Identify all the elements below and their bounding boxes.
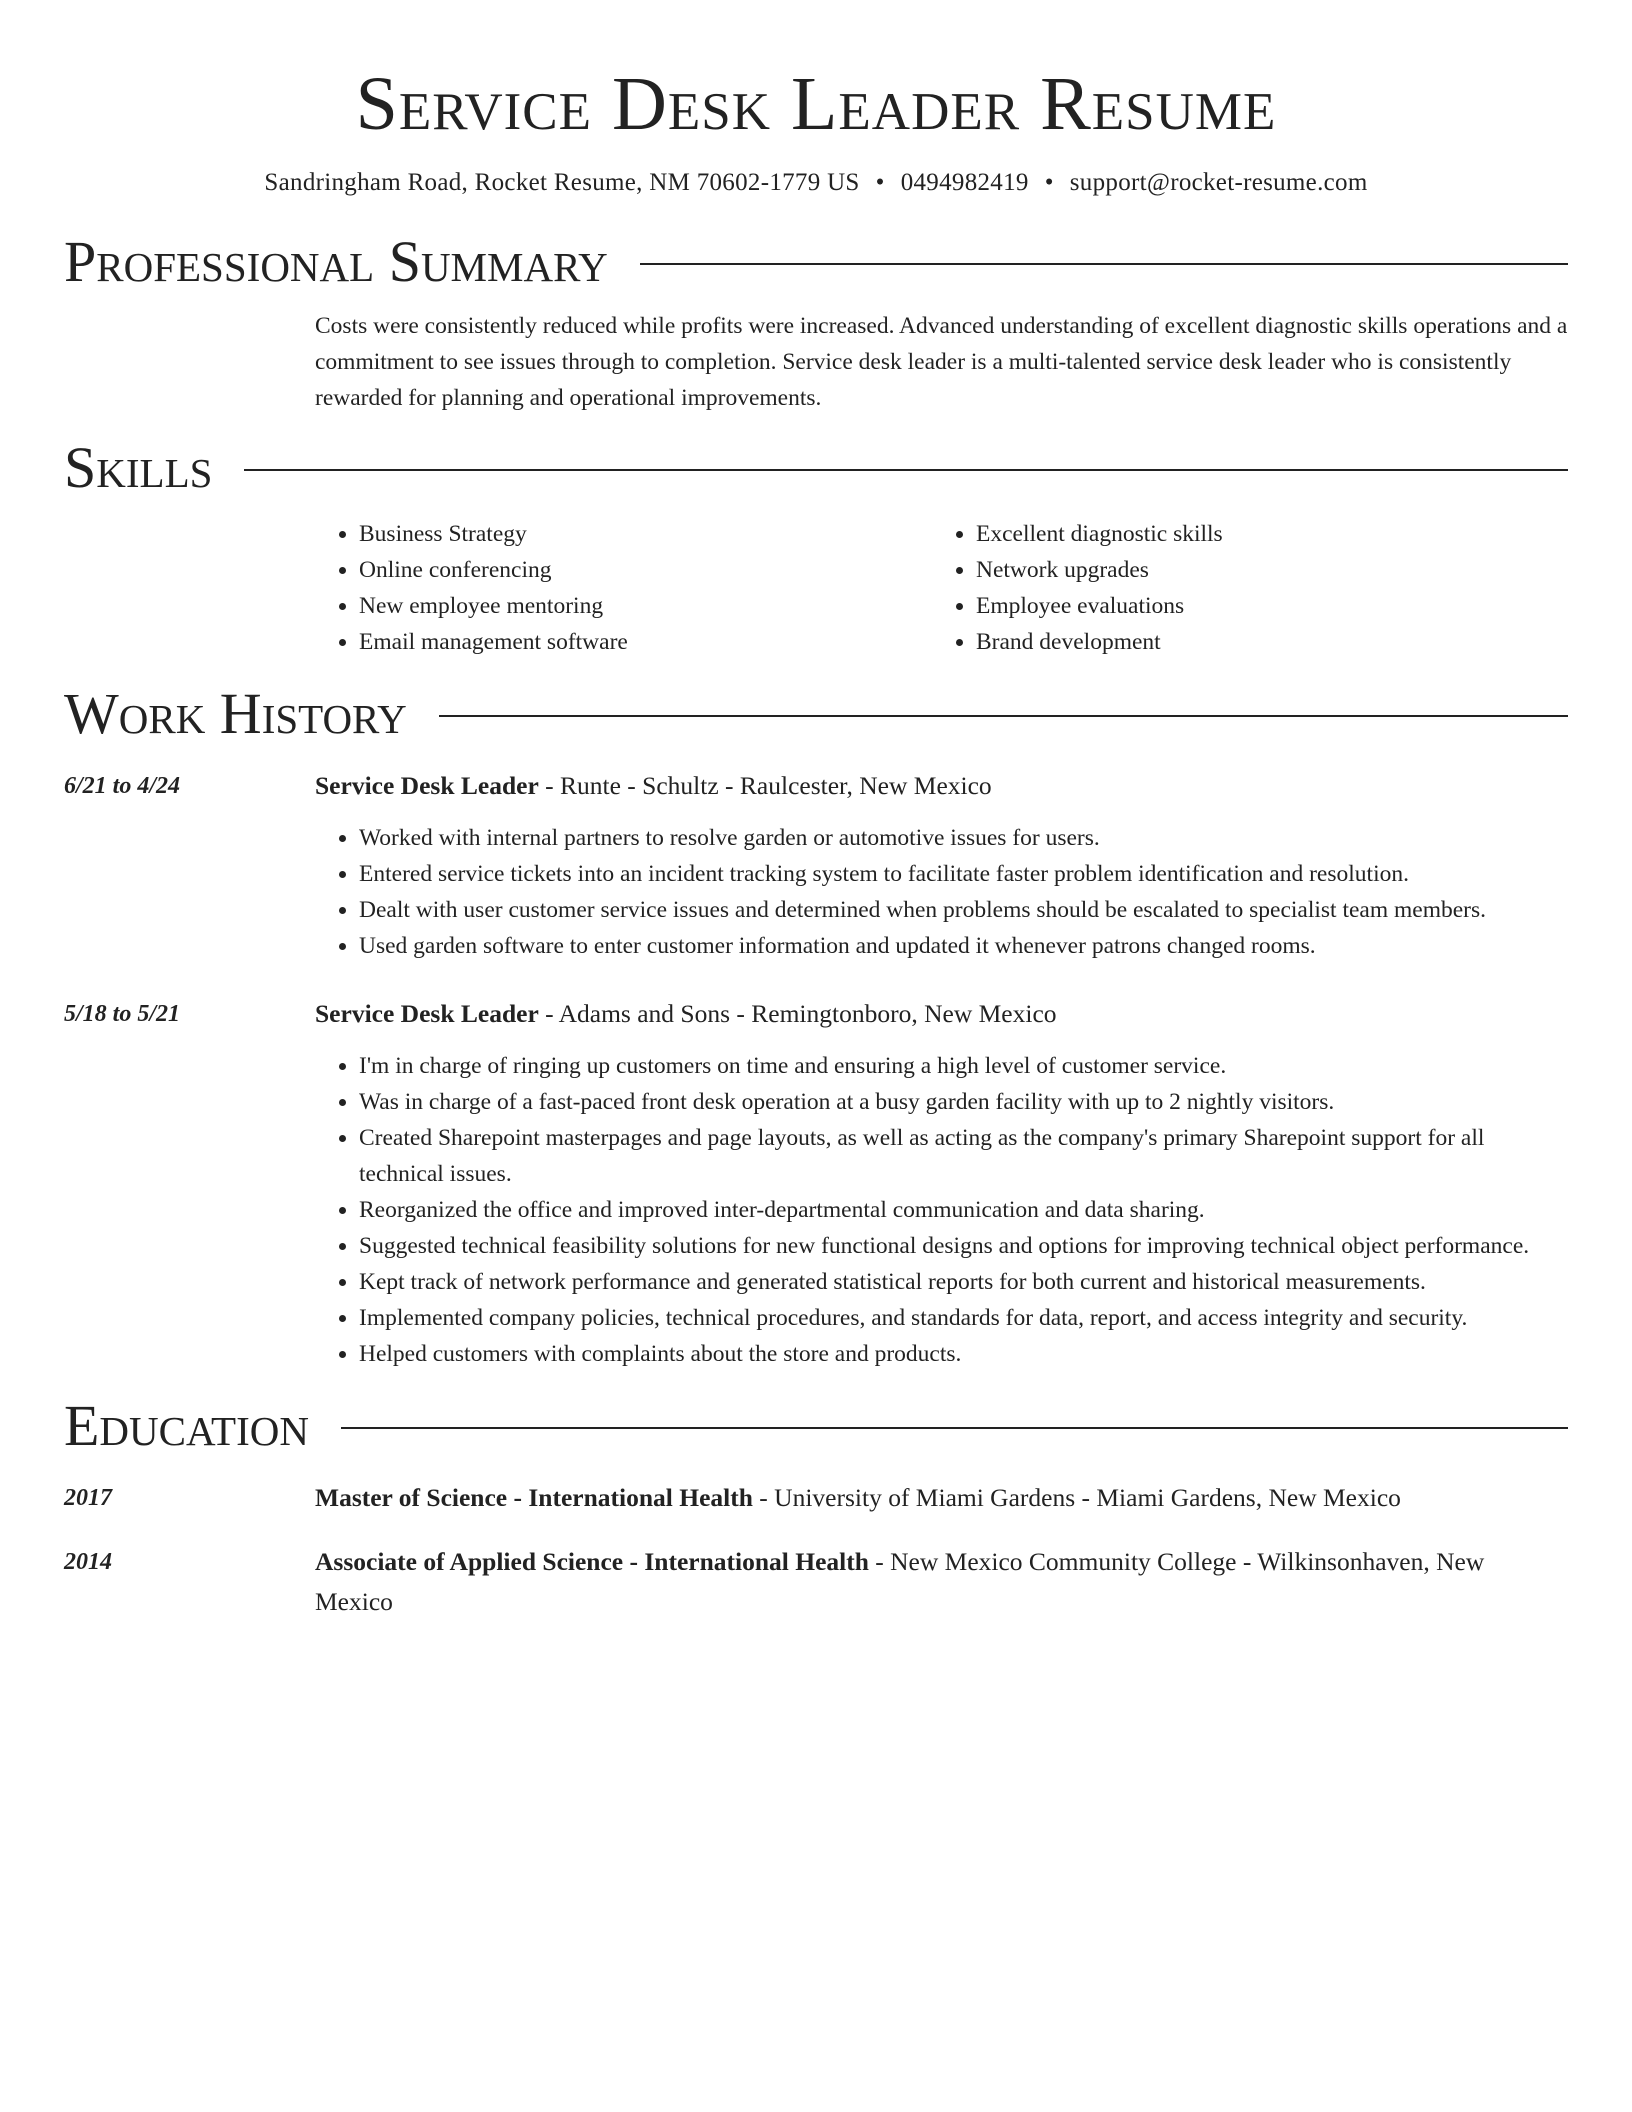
section-divider xyxy=(341,1427,1568,1429)
section-divider xyxy=(439,715,1568,717)
skills-body xyxy=(315,516,1568,660)
skill-item: • New employee mentoring xyxy=(359,588,932,624)
summary-text: Costs were consistently reduced while profits were increased. Advanced understanding of excellent diagnostic skills operations and a commitment to see issues through to completion. Service desk leader is a multi-talented service desk leader who is consistently rewarded for planning and operational improvements. xyxy=(315,313,1568,411)
education-details: - New Mexico Community College - Wilkinsonhaven, New Mexico xyxy=(315,1547,1485,1616)
job-header xyxy=(64,766,1568,806)
education-heading-line xyxy=(315,1478,1568,1518)
section-divider xyxy=(640,263,1568,265)
skills-section-header xyxy=(64,436,1568,500)
contact-address: Sandringham Road, Rocket Resume, NM 70602-1779 US xyxy=(264,169,860,196)
skill-item: • Network upgrades xyxy=(976,552,1549,588)
education-degree: Master of Science - International Health xyxy=(315,1483,753,1512)
job-heading xyxy=(315,994,1568,1034)
job-bullet: • I'm in charge of ringing up customers on time and ensuring a high level of customer service. xyxy=(359,1048,1568,1084)
contact-phone: 0494982419 xyxy=(900,169,1029,196)
contact-email: support@rocket-resume.com xyxy=(1069,169,1368,196)
job-entry xyxy=(64,994,1568,1372)
skill-item: • Employee evaluations xyxy=(976,588,1549,624)
contact-line xyxy=(64,166,1568,200)
job-bullet: • Dealt with user customer service issues and determined when problems should be escalated to specialist team members. xyxy=(359,892,1568,928)
education-heading: Education xyxy=(64,1393,309,1458)
skills-heading: Skills xyxy=(64,435,213,500)
summary-section-header xyxy=(64,230,1568,294)
job-bullet: • Helped customers with complaints about the store and products. xyxy=(359,1336,1568,1372)
job-bullet: • Reorganized the office and improved inter-departmental communication and data sharing. xyxy=(359,1192,1568,1228)
skill-item: • Brand development xyxy=(976,624,1549,660)
resume-title: Service Desk Leader Resume xyxy=(355,62,1277,146)
job-bullet: • Implemented company policies, technical procedures, and standards for data, report, and access integrity and security. xyxy=(359,1300,1568,1336)
job-details: - Runte - Schultz - Raulcester, New Mexico xyxy=(538,771,992,800)
education-section-header xyxy=(64,1394,1568,1458)
job-body xyxy=(315,1048,1568,1372)
job-bullet: • Was in charge of a fast-paced front desk operation at a busy garden facility with up to 2 nightly visitors. xyxy=(359,1084,1568,1120)
job-title: Service Desk Leader xyxy=(315,999,539,1028)
job-dates: 5/18 to 5/21 xyxy=(64,1001,181,1027)
education-row xyxy=(64,1478,1568,1518)
skill-item: • Excellent diagnostic skills xyxy=(976,516,1549,552)
contact-separator: • xyxy=(875,169,885,196)
education-details: - University of Miami Gardens - Miami Gardens, New Mexico xyxy=(752,1483,1401,1512)
skills-list-right xyxy=(932,516,1549,660)
job-heading xyxy=(315,766,1568,806)
job-header xyxy=(64,994,1568,1034)
resume-page xyxy=(64,0,1568,1622)
job-bullets xyxy=(315,820,1568,964)
job-details: - Adams and Sons - Remingtonboro, New Mexico xyxy=(538,999,1057,1028)
job-bullet: • Suggested technical feasibility solutions for new functional designs and options for improving technical object performance. xyxy=(359,1228,1568,1264)
education-row xyxy=(64,1542,1568,1622)
education-year: 2014 xyxy=(64,1549,112,1575)
job-bullet: • Kept track of network performance and generated statistical reports for both current and historical measurements. xyxy=(359,1264,1568,1300)
education-entry xyxy=(64,1542,1568,1622)
job-bullets xyxy=(315,1048,1568,1372)
job-entry xyxy=(64,766,1568,964)
job-bullet: • Entered service tickets into an incident tracking system to facilitate faster problem identification and resolution. xyxy=(359,856,1568,892)
section-divider xyxy=(244,469,1568,471)
summary-body xyxy=(315,308,1568,416)
education-heading-line xyxy=(315,1542,1568,1622)
skill-item: • Business Strategy xyxy=(359,516,932,552)
job-bullet: • Worked with internal partners to resolve garden or automotive issues for users. xyxy=(359,820,1568,856)
job-bullet: • Used garden software to enter customer information and updated it whenever patrons changed rooms. xyxy=(359,928,1568,964)
job-title: Service Desk Leader xyxy=(315,771,539,800)
work-heading: Work History xyxy=(64,681,407,746)
skills-list-left xyxy=(315,516,932,660)
education-year: 2017 xyxy=(64,1485,112,1511)
job-bullet: • Created Sharepoint masterpages and page layouts, as well as acting as the company's primary Sharepoint support for all technical issues. xyxy=(359,1120,1568,1192)
skill-item: • Online conferencing xyxy=(359,552,932,588)
education-entry xyxy=(64,1478,1568,1518)
education-degree: Associate of Applied Science - International Health xyxy=(315,1547,869,1576)
work-section-header xyxy=(64,682,1568,746)
job-dates: 6/21 to 4/24 xyxy=(64,773,181,799)
contact-separator: • xyxy=(1044,169,1054,196)
skills-grid xyxy=(315,516,1568,660)
summary-heading: Professional Summary xyxy=(64,229,608,294)
job-body xyxy=(315,820,1568,964)
skill-item: • Email management software xyxy=(359,624,932,660)
